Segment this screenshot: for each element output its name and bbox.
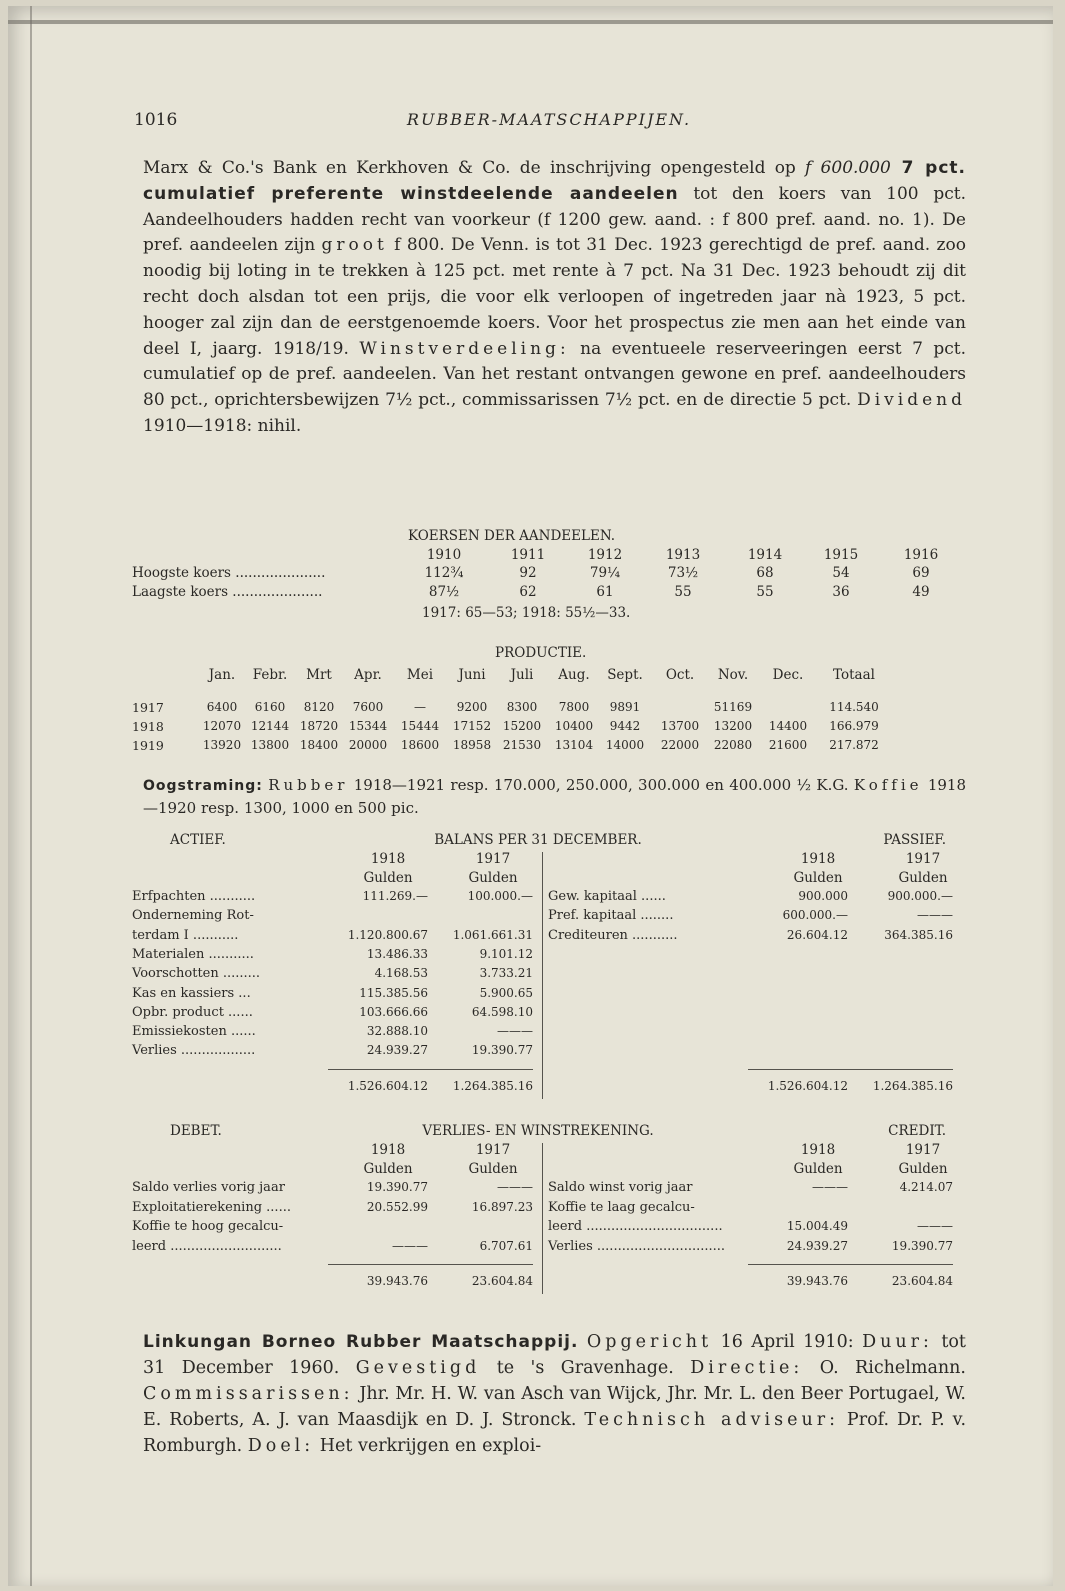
productie-value: 22080: [713, 738, 753, 752]
oogstraming-paragraph: Oogstraming: Rubber 1918—1921 resp. 170.000, 250.000, 300.000 en 400.000 ½ K.G. Koffie 1918—1920 resp. 1300, 1000 en 500 pic.: [143, 776, 966, 817]
balans-left-label: Verlies ..................: [132, 1043, 256, 1059]
productie-value: 13700: [660, 719, 700, 733]
productie-month: Totaal: [833, 667, 875, 683]
verlies-left-1918: ———: [392, 1238, 428, 1253]
productie-value: 166.979: [829, 719, 879, 733]
productie-value: 9442: [609, 719, 641, 733]
productie-value: 21530: [502, 738, 542, 752]
verlies-unit-header: Gulden: [898, 1161, 948, 1177]
productie-value: 21600: [768, 738, 808, 752]
verlies-left-label: Saldo verlies vorig jaar: [132, 1180, 285, 1195]
koersen-value: 112¾: [424, 565, 464, 581]
productie-value: 18600: [400, 738, 440, 752]
verlies-unit-header: Gulden: [793, 1161, 843, 1177]
productie-month: Aug.: [558, 667, 590, 683]
koersen-value: 69: [912, 565, 930, 581]
productie-value: 18720: [299, 719, 339, 733]
verlies-left-label: Koffie te hoog gecalcu-: [132, 1219, 284, 1234]
koersen-value: 73½: [667, 565, 699, 581]
productie-value: 15344: [348, 719, 388, 733]
verlies-left-1918: 19.390.77: [366, 1180, 428, 1194]
page-header: [134, 110, 964, 138]
balans-year-header: 1917: [905, 851, 941, 867]
balans-left-label: Erfpachten ...........: [132, 889, 256, 904]
balans-left-1917: 1.061.661.31: [452, 927, 533, 942]
balans-left-1918: 111.269.—: [362, 889, 428, 903]
verlies-right-1917: 19.390.77: [891, 1238, 953, 1253]
balans-left-label: Materialen ...........: [132, 946, 254, 962]
balans-year-header: 1918: [800, 851, 836, 867]
productie-month: Nov.: [717, 667, 749, 683]
productie-value: 18958: [452, 738, 492, 752]
productie-value: 217.872: [829, 738, 879, 752]
productie-value: 13200: [713, 719, 753, 733]
productie-year: 1919: [132, 738, 164, 753]
productie-value: 51169: [713, 700, 753, 714]
koersen-title: KOERSEN DER AANDEELEN.: [408, 528, 616, 544]
productie-value: 12144: [250, 719, 290, 733]
balans-right-1917: 900.000.—: [887, 889, 953, 903]
productie-value: 9891: [609, 700, 641, 714]
koersen-value: 55: [756, 584, 774, 600]
balans-right-1917: ———: [917, 908, 953, 923]
koersen-value: 49: [912, 584, 930, 600]
balans-left-label: Voorschotten .........: [132, 966, 261, 982]
balans-left-1918: 103.666.66: [359, 1004, 428, 1019]
verlies-unit-header: Gulden: [468, 1161, 518, 1177]
productie-value: 6400: [206, 700, 238, 714]
balans-left-1918: 13.486.33: [366, 946, 428, 961]
linkungan-paragraph: Linkungan Borneo Rubber Maatschappij. Opgericht 16 April 1910: Duur: tot 31 December 1960. Gevestigd te 's Gravenhage. Directie: O. Richelmann. Commissarissen: Jhr. Mr. H. W. van Asch van Wijck, Jhr. Mr. L. den Beer Portugael, W. E. Roberts, A. J. van Maasdijk en D. J. Stronck. Technisch adviseur: Prof. Dr. P. v. Romburgh. Doel: Het verkrijgen en exploi-: [143, 1332, 967, 1456]
verlies-year-header: 1917: [905, 1142, 941, 1158]
productie-month: Apr.: [354, 667, 382, 683]
productie-value: 13104: [554, 738, 594, 752]
verlies-right-total: 39.943.76: [786, 1274, 848, 1288]
verlies-unit-header: Gulden: [363, 1161, 413, 1177]
verlies-left-1917: ———: [497, 1180, 533, 1194]
balans-left-label: Onderneming Rot-: [132, 908, 254, 924]
verlies-right-1918: 15.004.49: [786, 1219, 848, 1233]
verlies-right-1918: 24.939.27: [786, 1238, 848, 1253]
verlies-left-total-rule: [328, 1264, 533, 1265]
koersen-row-label: Laagste koers .....................: [132, 584, 323, 600]
productie-value: 13920: [202, 738, 242, 752]
verlies-year-header: 1918: [800, 1142, 836, 1158]
balans-left-label: Emissiekosten ......: [132, 1024, 256, 1040]
productie-value: 10400: [554, 719, 594, 733]
balans-left-1917: 3.733.21: [479, 966, 533, 981]
balans-year-header: 1918: [370, 851, 406, 867]
balans-right-title: PASSIEF.: [883, 832, 946, 848]
balans-left-label: Opbr. product ......: [132, 1004, 253, 1020]
koersen-year: 1912: [587, 547, 623, 563]
productie-value: 15200: [502, 719, 542, 733]
productie-value: 18400: [299, 738, 339, 752]
productie-month: Mrt: [306, 667, 332, 683]
page-number: 1016: [134, 110, 178, 130]
productie-year: 1917: [132, 700, 164, 715]
balans-unit-header: Gulden: [793, 870, 843, 886]
balans-right-1918: 900.000: [798, 889, 848, 903]
balans-left-1917: 9.101.12: [479, 946, 533, 961]
koersen-year: 1914: [747, 547, 783, 563]
koersen-value: 61: [596, 584, 614, 600]
koersen-year: 1913: [665, 547, 701, 563]
verlies-left-label: Exploitatierekening ......: [132, 1199, 291, 1215]
balans-unit-header: Gulden: [468, 870, 518, 886]
verlies-left-1918: 20.552.99: [366, 1199, 428, 1214]
productie-month: Juli: [510, 667, 534, 683]
verlies-right-1917: ———: [917, 1219, 953, 1233]
verlies-title: VERLIES- EN WINSTREKENING.: [422, 1123, 654, 1139]
balans-left-1918: 1.120.800.67: [347, 927, 428, 942]
verlies-left-label: leerd ...........................: [132, 1238, 282, 1254]
balans-year-header: 1917: [475, 851, 511, 867]
productie-value: 9200: [456, 700, 488, 714]
top-rule: [8, 20, 1053, 24]
verlies-right-1917: 4.214.07: [899, 1180, 953, 1194]
verlies-left-title: DEBET.: [170, 1123, 222, 1139]
productie-month: Sept.: [607, 667, 643, 683]
balans-divider: [542, 852, 543, 1099]
balans-right-total: 1.264.385.16: [872, 1078, 953, 1093]
productie-value: 20000: [348, 738, 388, 752]
verlies-right-1918: ———: [812, 1180, 848, 1194]
verlies-left-total: 23.604.84: [471, 1274, 533, 1288]
verlies-year-header: 1918: [370, 1142, 406, 1158]
productie-value: 8120: [303, 700, 335, 714]
balans-left-label: terdam I ...........: [132, 927, 239, 943]
balans-right-1917: 364.385.16: [884, 927, 953, 942]
productie-value: —: [414, 700, 426, 714]
productie-value: 17152: [452, 719, 492, 733]
balans-left-1917: ———: [497, 1024, 533, 1039]
productie-value: 12070: [202, 719, 242, 733]
verlies-left-1917: 6.707.61: [479, 1238, 533, 1253]
productie-value: 14400: [768, 719, 808, 733]
balans-right-total-rule: [748, 1069, 953, 1070]
page: [8, 6, 1053, 1586]
verlies-right-total-rule: [748, 1264, 953, 1265]
balans-right-label: Pref. kapitaal ........: [548, 908, 674, 924]
productie-value: 15444: [400, 719, 440, 733]
balans-left-title: ACTIEF.: [170, 832, 226, 848]
balans-right-1918: 26.604.12: [786, 927, 848, 942]
verlies-divider: [542, 1143, 543, 1294]
balans-right-total: 1.526.604.12: [767, 1078, 848, 1093]
productie-month: Mei: [406, 667, 434, 683]
verlies-right-label: Saldo winst vorig jaar: [548, 1180, 693, 1195]
balans-left-1918: 32.888.10: [366, 1024, 428, 1039]
productie-month: Febr.: [252, 667, 288, 683]
verlies-right-label: Koffie te laag gecalcu-: [548, 1199, 695, 1215]
koersen-value: 79¼: [589, 565, 621, 581]
binding-edge: [30, 6, 32, 1586]
koersen-year: 1910: [426, 547, 462, 563]
verlies-right-label: leerd .................................: [548, 1219, 723, 1234]
balans-left-1917: 19.390.77: [471, 1043, 533, 1058]
koersen-value: 62: [519, 584, 537, 600]
verlies-right-total: 23.604.84: [891, 1274, 953, 1288]
balans-right-label: Crediteuren ...........: [548, 927, 678, 943]
productie-value: 6160: [254, 700, 286, 714]
balans-left-1918: 24.939.27: [366, 1043, 428, 1058]
koersen-note: 1917: 65—53; 1918: 55½—33.: [422, 605, 631, 621]
balans-unit-header: Gulden: [898, 870, 948, 886]
koersen-value: 87½: [428, 584, 460, 600]
koersen-value: 36: [832, 584, 850, 600]
productie-value: 7800: [558, 700, 590, 714]
balans-left-1918: 115.385.56: [359, 985, 428, 1000]
running-head: RUBBER-MAATSCHAPPIJEN.: [406, 110, 692, 129]
koersen-value: 68: [756, 565, 774, 581]
balans-left-1917: 64.598.10: [471, 1004, 533, 1019]
productie-month: Oct.: [665, 667, 695, 683]
balans-left-total: 1.264.385.16: [452, 1078, 533, 1093]
productie-month: Dec.: [772, 667, 804, 683]
productie-title: PRODUCTIE.: [495, 645, 587, 661]
productie-value: 14000: [605, 738, 645, 752]
balans-right-1918: 600.000.—: [782, 908, 848, 923]
productie-value: 7600: [352, 700, 384, 714]
koersen-year: 1915: [823, 547, 859, 563]
koersen-value: 92: [519, 565, 537, 581]
koersen-year: 1916: [903, 547, 939, 563]
koersen-row-label: Hoogste koers .....................: [132, 565, 326, 581]
verlies-right-label: Verlies ...............................: [548, 1238, 726, 1254]
koersen-value: 54: [832, 565, 850, 581]
balans-right-label: Gew. kapitaal ......: [548, 889, 666, 904]
balans-left-1918: 4.168.53: [374, 966, 428, 981]
balans-left-total: 1.526.604.12: [347, 1078, 428, 1093]
productie-value: 114.540: [829, 700, 879, 714]
verlies-left-1917: 16.897.23: [471, 1199, 533, 1214]
productie-year: 1918: [132, 719, 164, 734]
balans-left-total-rule: [328, 1069, 533, 1070]
balans-left-label: Kas en kassiers ...: [132, 985, 251, 1001]
verlies-year-header: 1917: [475, 1142, 511, 1158]
intro-paragraph: Marx & Co.'s Bank en Kerkhoven & Co. de inschrijving opengesteld op f 600.000 7 pct. cumulatief preferente winstdeelende aandeelen tot den koers van 100 pct. Aandeelhouders hadden recht van voorkeur (f 1200 gew. aand. : f 800 pref. aand. no. 1). De pref. aandeelen zijn groot f 800. De Venn. is tot 31 Dec. 1923 gerechtigd de pref. aand. zoo noodig bij loting in te trekken à 125 pct. met rente à 7 pct. Na 31 Dec. 1923 behoudt zij dit recht doch alsdan tot een prijs, die voor elk verloopen of ingetreden jaar nà 1923, 5 pct. hooger zal zijn dan de eerstgenoemde koers. Voor het prospectus zie men aan het einde van deel I, jaarg. 1918/19. Winstverdeeling: na eventueele reserveeringen eerst 7 pct. cumulatief op de pref. aandeelen. Van het restant ontvangen gewone en pref. aandeelhouders 80 pct., oprichtersbewijzen 7½ pct., commissarissen 7½ pct. en de directie 5 pct. Dividend 1910—1918: nihil.: [143, 158, 967, 436]
verlies-right-title: CREDIT.: [888, 1123, 946, 1139]
productie-month: Jan.: [208, 667, 236, 683]
productie-month: Juni: [458, 667, 486, 683]
balans-title: BALANS PER 31 DECEMBER.: [434, 832, 642, 848]
verlies-left-total: 39.943.76: [366, 1274, 428, 1288]
productie-value: 8300: [506, 700, 538, 714]
balans-unit-header: Gulden: [363, 870, 413, 886]
balans-left-1917: 5.900.65: [479, 985, 533, 1000]
productie-value: 22000: [660, 738, 700, 752]
productie-value: 13800: [250, 738, 290, 752]
koersen-value: 55: [674, 584, 692, 600]
koersen-year: 1911: [510, 547, 546, 563]
balans-left-1917: 100.000.—: [467, 889, 533, 903]
